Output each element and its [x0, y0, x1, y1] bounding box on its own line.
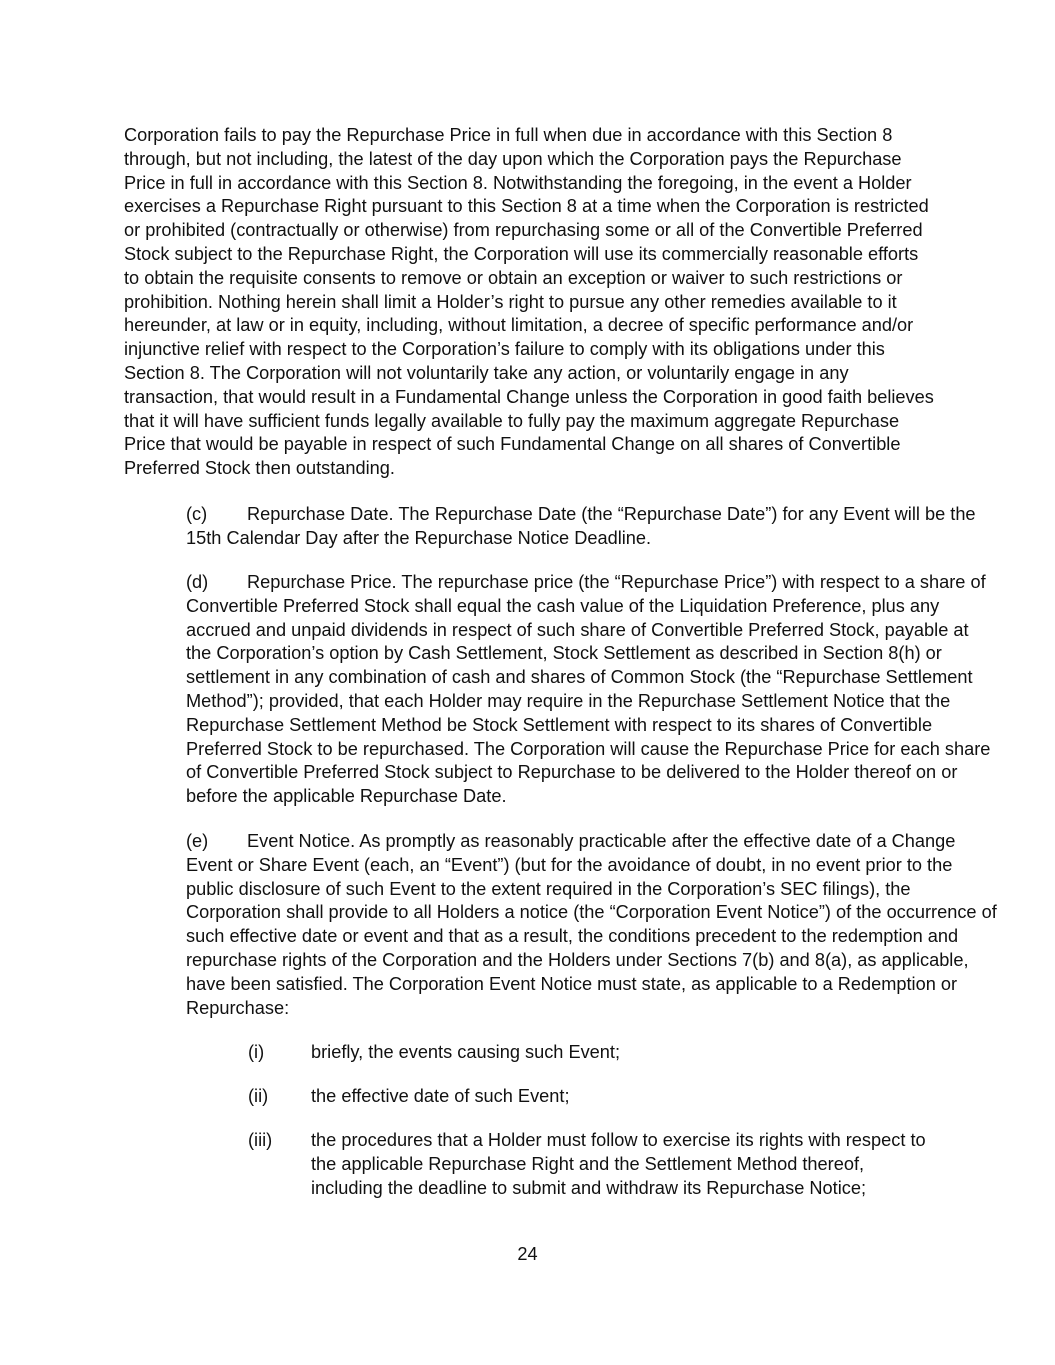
paragraph-label: (e)	[186, 831, 209, 851]
paragraph-text: Repurchase Date. The Repurchase Date (the “Repurchase Date”) for any Event will be the 15th Calendar Day after the Repurchase Notice Deadline.	[186, 504, 976, 548]
paragraph-d-repurchase-price	[124, 571, 998, 809]
list-item	[248, 1041, 938, 1065]
paragraph-e-event-notice	[124, 830, 998, 1020]
list-item-text: the procedures that a Holder must follow to exercise its rights with respect to the applicable Repurchase Right and the Settlement Method thereof, including the deadline to submit and withdraw its Repurchase Notice;	[311, 1130, 926, 1198]
list-item-text: briefly, the events causing such Event;	[311, 1042, 621, 1062]
list-item-number: (iii)	[248, 1130, 273, 1150]
paragraph-c-repurchase-date	[124, 503, 998, 551]
list-item	[248, 1085, 938, 1109]
paragraph-continuation: Corporation fails to pay the Repurchase Price in full when due in accordance with this Section 8 through, but not including, the latest of the day upon which the Corporation pays the Repurchase Price in full in accordance with this Section 8. Notwithstanding the foregoing, in the event a Holder exercises a Repurchase Right pursuant to this Section 8 at a time when the Corporation is restricted or prohibited (contractually or otherwise) from repurchasing some or all of the Convertible Preferred Stock subject to the Repurchase Right, the Corporation will use its commercially reasonable efforts to obtain the requisite consents to remove or obtain an exception or waiver to such restrictions or prohibition. Nothing herein shall limit a Holder’s right to pursue any other remedies available to it hereunder, at law or in equity, including, without limitation, a decree of specific performance and/or injunctive relief with respect to the Corporation’s failure to comply with its obligations under this Section 8. The Corporation will not voluntarily take any action, or voluntarily engage in any transaction, that would result in a Fundamental Change unless the Corporation in good faith believes that it will have sufficient funds legally available to fully pay the maximum aggregate Repurchase Price that would be payable in respect of such Fundamental Change on all shares of Convertible Preferred Stock then outstanding.	[124, 125, 934, 479]
page-number: 24	[517, 1244, 538, 1264]
paragraph-label: (c)	[186, 504, 208, 524]
list-item-text: the effective date of such Event;	[311, 1086, 570, 1106]
list-item-number: (i)	[248, 1042, 265, 1062]
list-item	[248, 1129, 938, 1200]
list-item-number: (ii)	[248, 1086, 269, 1106]
paragraph-label: (d)	[186, 572, 209, 592]
paragraph-text: Event Notice. As promptly as reasonably practicable after the effective date of a Change Event or Share Event (each, an “Event”) (but for the avoidance of doubt, in no event prior to the public disclosure of such Event to the extent required in the Corporation’s SEC filings), the Corporation shall provide to all Holders a notice (the “Corporation Event Notice”) of the occurrence of such effective date or event and that as a result, the conditions precedent to the redemption and repurchase rights of the Corporation and the Holders under Sections 7(b) and 8(a), as applicable, have been satisfied. The Corporation Event Notice must state, as applicable to a Redemption or Repurchase:	[186, 831, 997, 1018]
paragraph-text: Repurchase Price. The repurchase price (the “Repurchase Price”) with respect to a share of Convertible Preferred Stock shall equal the cash value of the Liquidation Preference, plus any accrued and unpaid dividends in respect of such share of Convertible Preferred Stock, payable at the Corporation’s option by Cash Settlement, Stock Settlement as described in Section 8(h) or settlement in any combination of cash and shares of Common Stock (the “Repurchase Settlement Method”); provided, that each Holder may require in the Repurchase Settlement Notice that the Repurchase Settlement Method be Stock Settlement with respect to its shares of Convertible Preferred Stock to be repurchased. The Corporation will cause the Repurchase Price for each share of Convertible Preferred Stock subject to Repurchase to be delivered to the Holder thereof on or before the applicable Repurchase Date.	[186, 572, 991, 807]
